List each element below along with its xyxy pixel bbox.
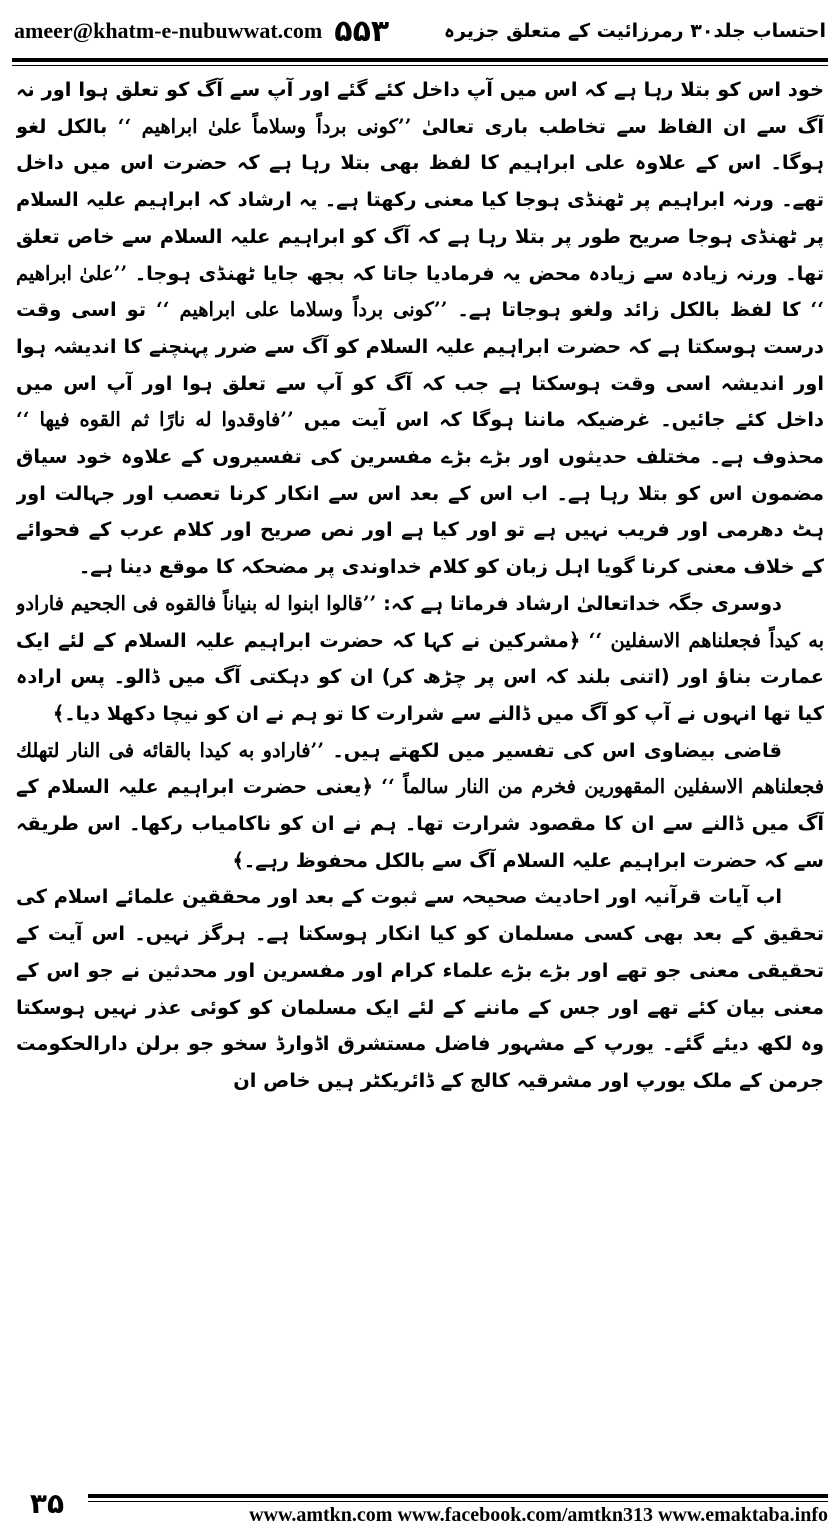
arabic-quote: ’’فاوقدوا له نارًا ثم القوه فيها ‘‘ [16,408,294,432]
urdu-text: قاضی بیضاوی اس کی تفسیر میں لکھتے ہیں۔ [324,738,783,762]
arabic-quote: ’’کونی برداً وسلاماً علیٰ ابراھیم ‘‘ [117,114,412,138]
urdu-text: ﴿یعنی حضرت ابراہیم علیہ السلام کے آگ میں ڈالنے سے ان کا مقصود شرارت تھا۔ ہم نے ان کو ناکامیاب رکھا۔ اس طریقہ سے کہ حضرت ابراہیم علیہ السلام آگ سے بالکل محفوظ رہے۔﴾ [16,775,824,872]
urdu-text: کا لفظ بالکل زائد ولغو ہوجاتا ہے۔ [447,298,811,322]
header-divider-thick [12,58,828,62]
page-footer [12,1482,828,1536]
urdu-text: دوسری جگہ خداتعالیٰ ارشاد فرماتا ہے کہ: [376,591,783,615]
urdu-text: تو اسی وقت درست ہوسکتا ہے کہ حضرت ابراہیم علیہ السلام کو آگ سے ضرر پہنچنے کا اندیشہ ہوا اور اندیشہ اسی وقت ہوسکتا ہے جب کہ آگ کو آپ سے تعلق ہوا اور آپ اس میں داخل کئے جائیں۔ غرضیکہ ماننا ہوگا کہ اس آیت میں [16,298,824,432]
header-divider-thin [12,65,828,66]
footer-divider-thin [88,1501,828,1502]
page-header [14,8,826,54]
urdu-text: خود اس کو بتلا رہا ہے کہ اس میں آپ داخل کئے گئے اور آپ سے آگ کو تعلق ہوا اور نہ آگ سے ان الفاظ سے تخاطب باری تعالیٰ [16,78,824,138]
arabic-quote: ’’کونی برداً وسلاما علی ابراھیم ‘‘ [156,298,448,322]
urdu-text: بالکل لغو ہوگا۔ اس کے علاوہ علی ابراہیم کا لفظ بھی بتلا رہا ہے کہ حضرت اس میں داخل تھے۔ ورنہ ابراہیم پر ٹھنڈی ہوجا کیا معنی رکھتا ہے۔ یہ ارشاد کہ ابراہیم علیہ السلام پر ٹھنڈی ہوجا صریح طور پر بتلا رہا ہے کہ آگ کو ابراہیم علیہ السلام سے خاص تعلق تھا۔ ورنہ زیادہ سے زیادہ محض یہ فرمادیا جاتا کہ بجھ جایا ٹھنڈی ہوجا۔ [16,114,824,285]
body-paragraph [16,586,824,733]
arabic-quote: ’’قالوا ابنوا له بنياناً فالقوه فی الجحيم فارادو به كيداً فجعلناهم الاسفلين ‘‘ [16,591,824,652]
body-paragraph [16,879,824,1099]
arabic-quote: ’’فارادو به كيدا بالقائه فی النار لتهلك فجعلناهم الاسفلين المقهورين فخرم من النار سالماً ‘‘ [16,738,824,799]
footer-urls[interactable]: www.amtkn.com www.facebook.com/amtkn313 www.emaktaba.info [249,1504,828,1526]
header-left-group [14,14,389,49]
body-paragraph [16,72,824,586]
urdu-text: ﴿مشرکین نے کہا کہ حضرت ابراہیم علیہ السلام کے لئے ایک عمارت بناؤ اور (اتنی بلند کہ اس پر چڑھ کر) ان کو دہکتی آگ میں ڈالو۔ پس ارادہ کیا تھا انہوں نے آپ کو آگ میں ڈالنے سے شرارت کا تو ہم نے ان کو نیچا دکھلا دیا۔﴾ [16,628,824,725]
header-page-number: ۵۵۳ [334,13,390,49]
body-text [16,72,824,1472]
header-title: احتساب جلد۳۰ رمرزائیت کے متعلق جزیرہ [443,20,826,42]
footer-divider-thick [88,1494,828,1498]
body-paragraph [16,733,824,880]
header-email[interactable]: ameer@khatm-e-nubuwwat.com [14,18,323,43]
urdu-text: محذوف ہے۔ مختلف حدیثوں اور بڑے بڑے مفسرین کی تفسیروں کے علاوہ خود سیاق مضمون اس کو بتلا رہا ہے۔ اب اس کے بعد اس سے انکار کرنا تعصب اور جہالت اور ہٹ دھرمی اور فریب نہیں ہے تو اور کیا ہے اور نص صریح اور کلام عرب کے فحوائے کے خلاف معنی کرنا گویا اہل زبان کو کلام خداوندی پر مضحکہ کا موقع دینا ہے۔ [16,445,824,579]
urdu-text: اب آیات قرآنیہ اور احادیث صحیحہ سے ثبوت کے بعد اور محققین علمائے اسلام کی تحقیق کے بعد بھی کسی مسلمان کو کیا انکار ہوسکتا ہے۔ ہرگز نہیں۔ اس آیت کے تحقیقی معنی جو تھے اور بڑے بڑے علماء کرام اور مفسرین اور محدثین نے جو اس کے معنی بیان کئے تھے اور جس کے ماننے کے لئے ایک مسلمان کو کوئی عذر نہیں ہوسکتا وہ لکھ دیئے گئے۔ یورپ کے مشہور فاضل مستشرق اڈوارڈ سخو جو برلن دارالحکومت جرمن کے ملک یورپ اور مشرقیہ کالج کے ڈائریکٹر ہیں خاص ان [16,885,824,1092]
arabic-quote: ’’علیٰ ابراھیم ‘‘ [16,261,824,322]
footer-page-number: ۳۵ [29,1487,65,1520]
